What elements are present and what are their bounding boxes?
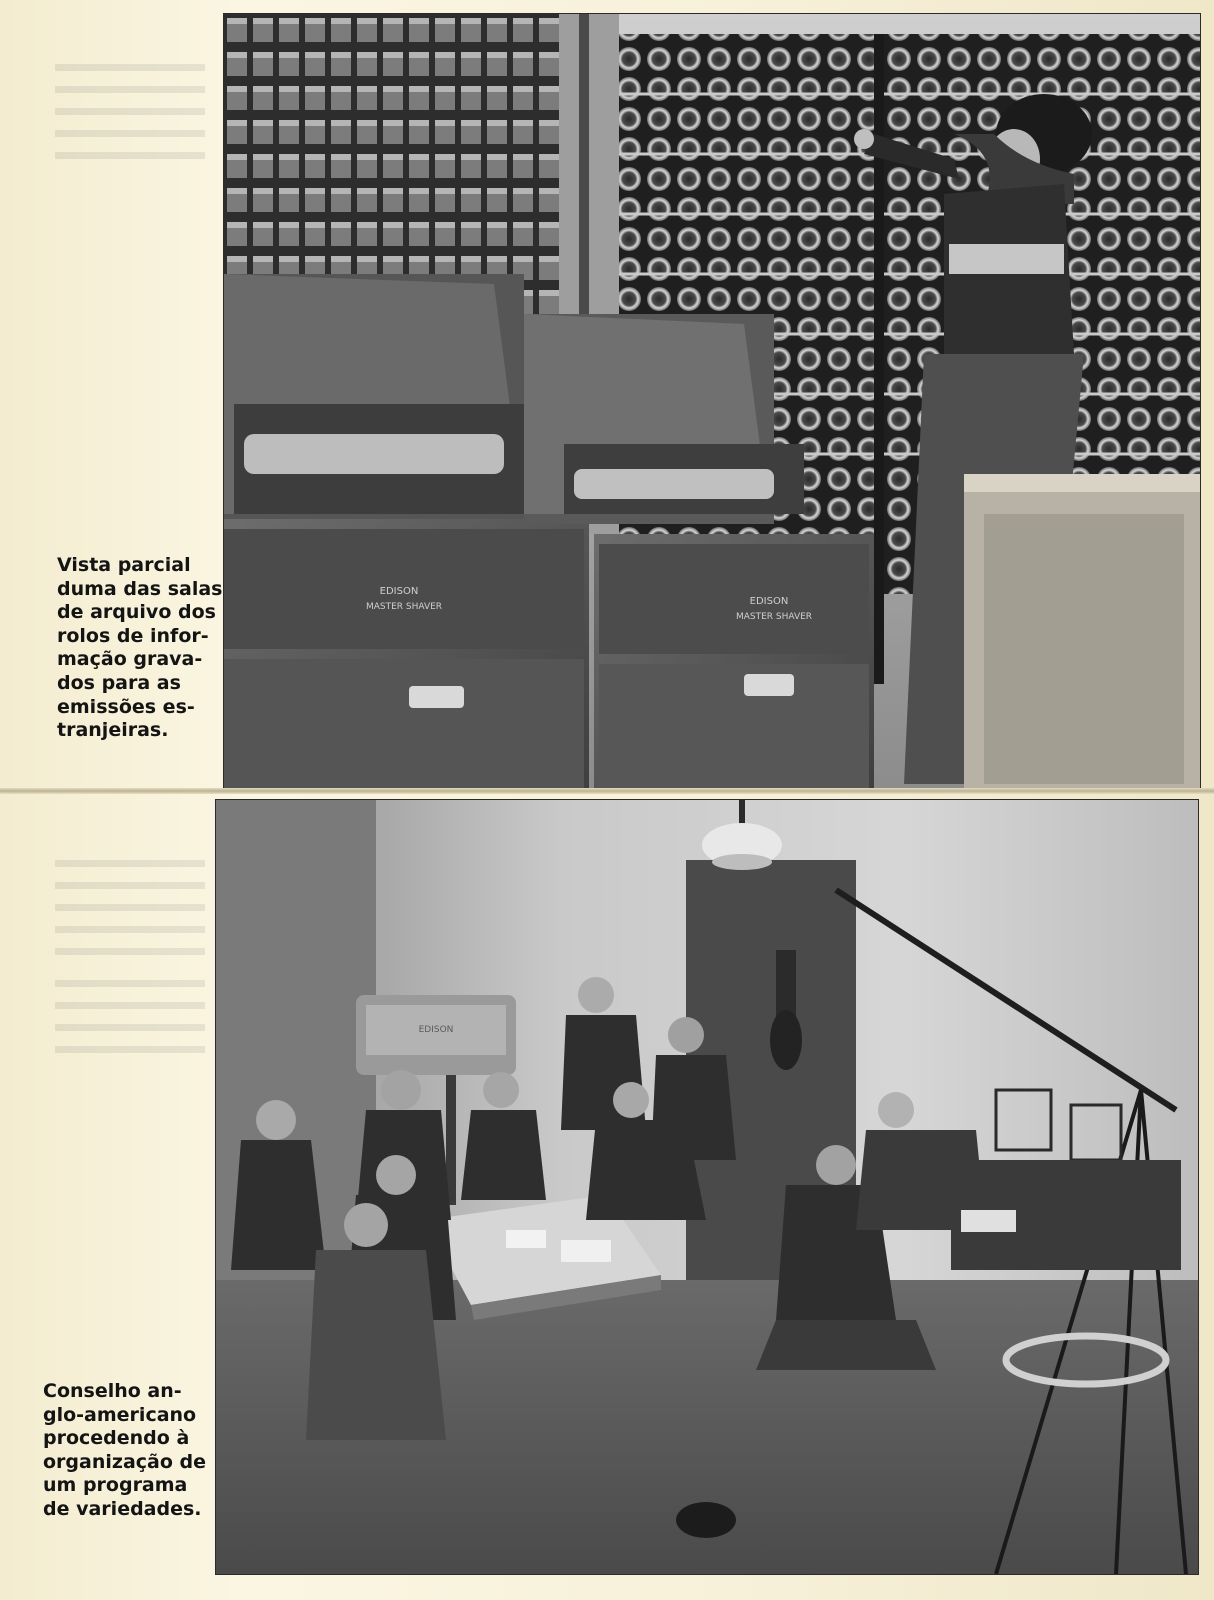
bottom-panel xyxy=(0,800,1214,1574)
top-panel xyxy=(0,14,1214,790)
page-fold xyxy=(0,788,1214,794)
caption-line: mação grava- xyxy=(57,648,203,671)
cabinet-right-brand: EDISON xyxy=(749,596,789,607)
cabinet-right-model: MASTER SHAVER xyxy=(735,612,813,622)
caption-line: glo-americano xyxy=(43,1403,197,1426)
meeting-photo-caption xyxy=(43,1380,207,1522)
archive-room-illustration xyxy=(224,14,1200,790)
caption-line: tranjeiras. xyxy=(57,719,169,742)
caption-line: dos para as xyxy=(57,671,181,694)
caption-line: Vista parcial xyxy=(57,554,191,576)
cabinet-left-brand: EDISON xyxy=(379,586,419,597)
shaver-brand: EDISON xyxy=(418,1025,454,1035)
caption-line: Conselho an- xyxy=(43,1380,182,1402)
archive-room-photo xyxy=(224,14,1200,790)
bleed-through-text xyxy=(55,980,205,1060)
caption-line: duma das salas xyxy=(57,577,223,600)
caption-line: emissões es- xyxy=(57,695,195,718)
meeting-room-photo xyxy=(216,800,1198,1574)
caption-line: procedendo à xyxy=(43,1427,190,1450)
caption-line: de arquivo dos xyxy=(57,601,216,624)
bleed-through-text xyxy=(55,860,205,970)
caption-line: um programa xyxy=(43,1474,188,1497)
caption-line: organização de xyxy=(43,1450,207,1473)
archive-photo-caption xyxy=(57,554,223,743)
bleed-through-text xyxy=(55,64,205,174)
meeting-room-illustration xyxy=(216,800,1198,1574)
caption-line: rolos de infor- xyxy=(57,624,209,647)
caption-line: de variedades. xyxy=(43,1497,202,1520)
cabinet-left-model: MASTER SHAVER xyxy=(365,602,443,612)
